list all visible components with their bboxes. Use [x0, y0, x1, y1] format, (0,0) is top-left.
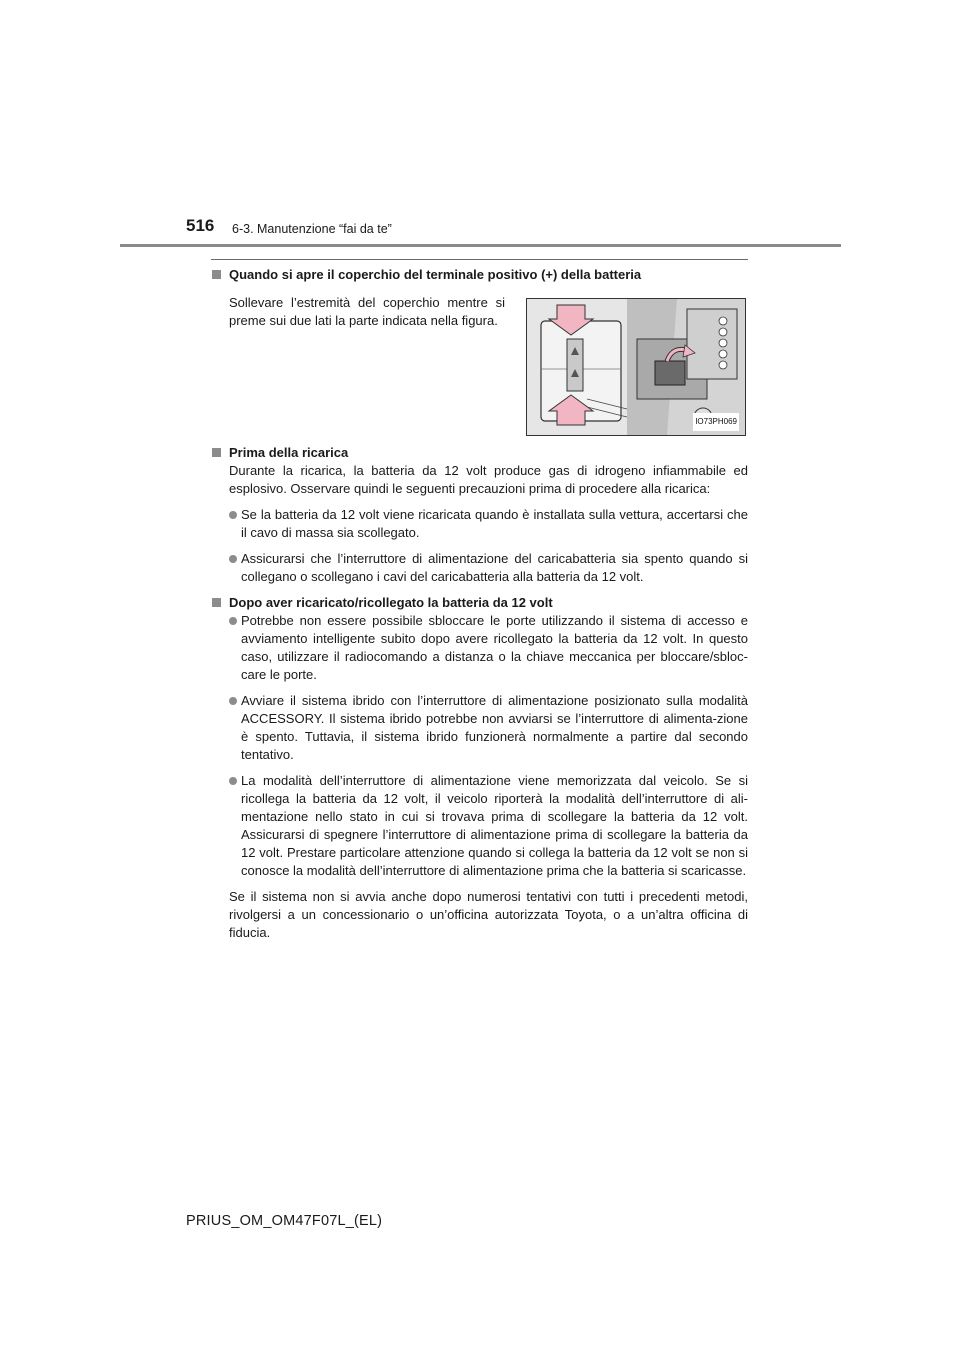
list-item-text: Assicurarsi che l’interruttore di alimentazione del caricabatteria sia spento quando si collegano o scollegano i cavi del caricabatteria alla batteria da 12 volt.: [241, 551, 748, 584]
document-code: PRIUS_OM_OM47F07L_(EL): [186, 1213, 383, 1229]
heading-before-charging-text: Prima della ricarica: [229, 445, 349, 460]
list-item-text: Avviare il sistema ibrido con l’interruttore di alimentazione posizionato sulla modalità ACCESSORY. Il sistema ibrido potrebbe non avviarsi se l’interruttore di alimenta-zione è spento. Tuttavia, il sistema ibrido funzionerà normalmente a partire dal secondo tentativo.: [241, 693, 748, 762]
square-bullet-icon: [212, 448, 221, 457]
section-divider: [211, 259, 748, 260]
list-item: [229, 550, 748, 586]
square-bullet-icon: [212, 270, 221, 279]
round-bullet-icon: [229, 777, 237, 785]
round-bullet-icon: [229, 511, 237, 519]
page-number: 516: [186, 216, 215, 235]
round-bullet-icon: [229, 697, 237, 705]
heading-terminal-cover-text: Quando si apre il coperchio del terminale positivo (+) della batteria: [229, 267, 642, 282]
header-rule: [120, 244, 841, 247]
battery-cover-figure: [526, 298, 746, 436]
round-bullet-icon: [229, 555, 237, 563]
list-item: [229, 772, 748, 880]
before-charging-intro: Durante la ricarica, la batteria da 12 volt produce gas di idrogeno infiammabile ed esplosivo. Osservare quindi le seguenti precauzioni prima di procedere alla ricarica:: [229, 463, 748, 496]
square-bullet-icon: [212, 598, 221, 607]
terminal-cover-instruction: Sollevare l’estremità del coperchio mentre si preme sui due lati la parte indicata nella figura.: [229, 295, 505, 328]
heading-after-charging: [211, 594, 748, 612]
heading-before-charging: [211, 444, 748, 462]
list-item-text: Potrebbe non essere possibile sbloccare le porte utilizzando il sistema di accesso e avviamento intelligente subito dopo avere ricollegato la batteria da 12 volt. In questo caso, utilizzare il radiocomando a distanza o la chiave meccanica per bloccare/sbloc-care le porte.: [241, 613, 748, 682]
list-item: [229, 506, 748, 542]
list-item: [229, 692, 748, 764]
round-bullet-icon: [229, 617, 237, 625]
list-item: [229, 612, 748, 684]
heading-terminal-cover: [211, 266, 748, 284]
list-item-text: La modalità dell’interruttore di alimentazione viene memorizzata dal veicolo. Se si ricollega la batteria da 12 volt, il veicolo riporterà la modalità dell’interruttore di ali-mentazione nello stato in cui si trovava prima di scollegare la batteria da 12 volt. Assicurarsi di spegnere l’interruttore di alimentazione prima di scollegare la batteria da 12 volt. Prestare particolare attenzione quando si collega la batteria da 12 volt se non si conosce la modalità dell’interruttore di alimentazione prima che la batteria si scaricasse.: [241, 773, 748, 878]
terminal-cover-block: [211, 294, 748, 434]
page-content: [211, 266, 748, 942]
section-title: 6-3. Manutenzione “fai da te”: [232, 222, 392, 236]
list-item-text: Se la batteria da 12 volt viene ricaricata quando è installata sulla vettura, accertarsi che il cavo di massa sia scollegato.: [241, 507, 748, 540]
figure-code: IO73PH069: [693, 413, 739, 431]
closing-paragraph: Se il sistema non si avvia anche dopo numerosi tentativi con tutti i precedenti metodi, rivolgersi a un concessionario o un’officina autorizzata Toyota, o a un’altra officina di fiducia.: [229, 889, 748, 940]
heading-after-charging-text: Dopo aver ricaricato/ricollegato la batteria da 12 volt: [229, 595, 553, 610]
